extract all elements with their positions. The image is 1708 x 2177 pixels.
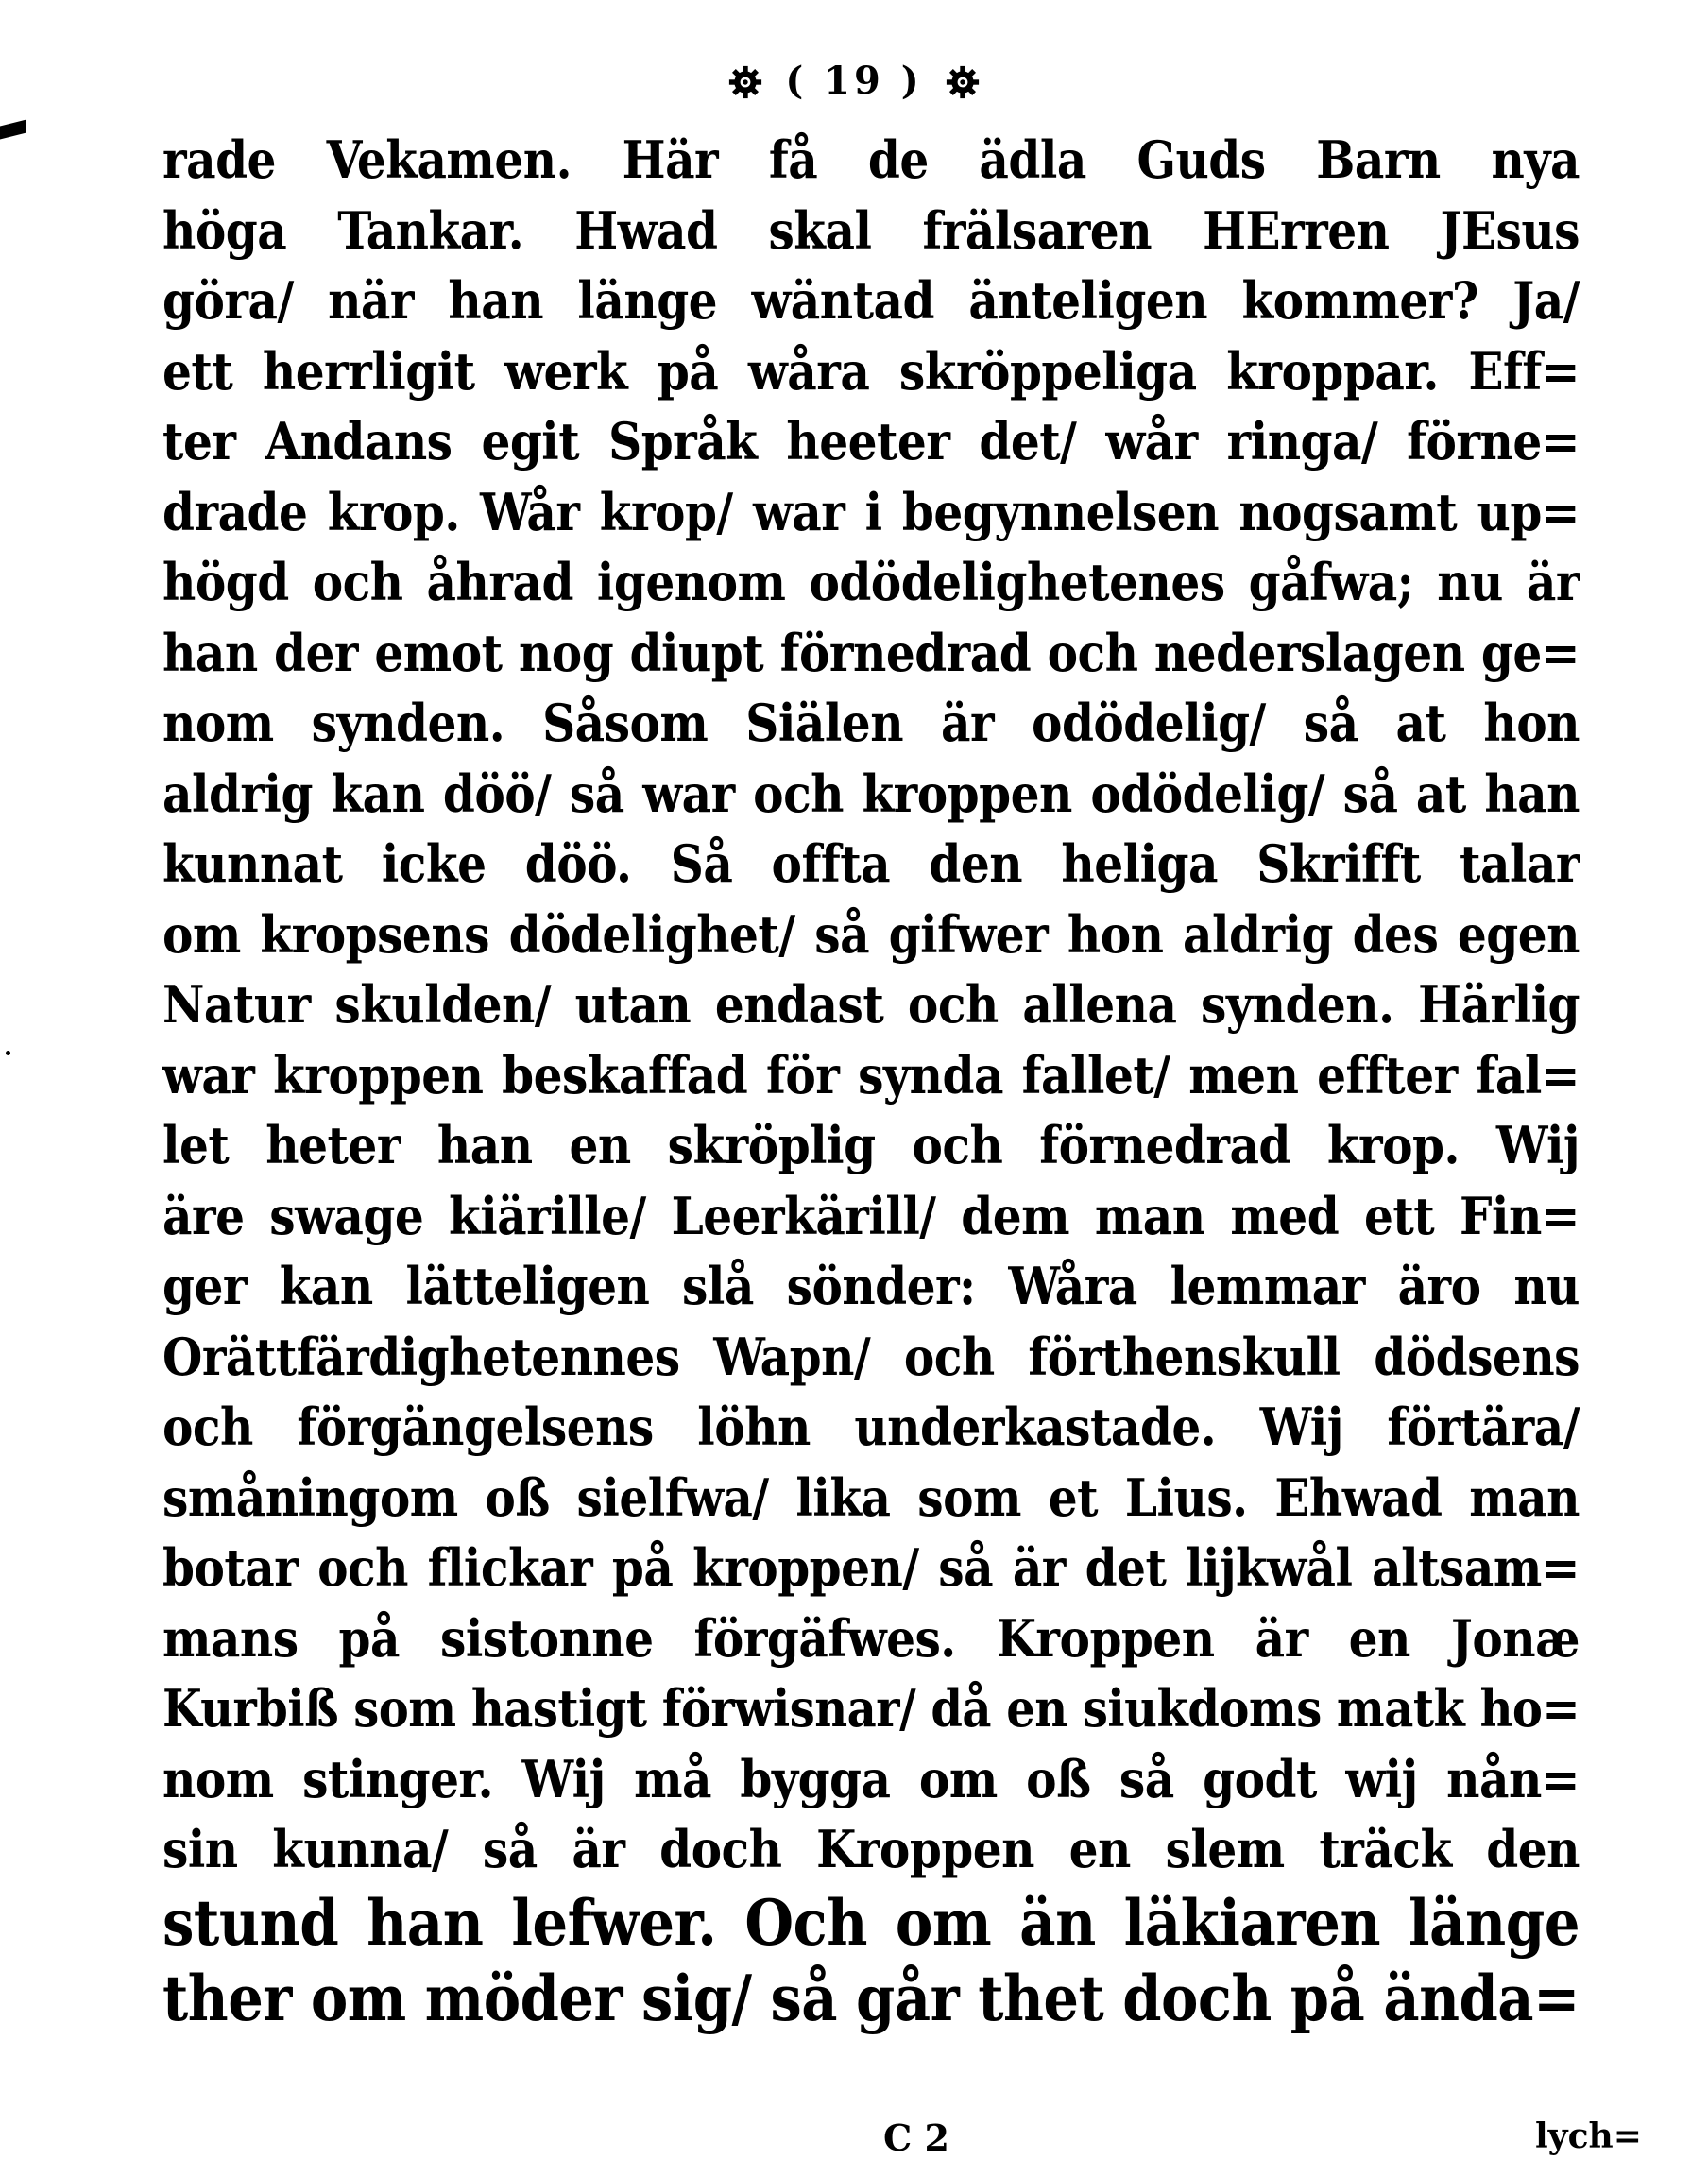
text-line: ger kan lätteligen slå sönder: Wåra lemmar äro nu xyxy=(162,1256,1580,1316)
text-line: war kroppen beskaffad för synda fallet/ men effter fal= xyxy=(162,1044,1580,1106)
catchword: lych= xyxy=(1535,2117,1642,2156)
signature-mark: C 2 xyxy=(883,2117,949,2159)
text-line: aldrig kan döö/ så war och kroppen odödelig/ så at han xyxy=(162,763,1580,824)
text-line: ett herrligit werk på wåra skröppeliga kroppar. Eff= xyxy=(162,340,1580,402)
page-footer xyxy=(0,2117,1708,2173)
page-number: ( 19 ) xyxy=(785,59,923,103)
scan-edge-artifact xyxy=(0,120,26,140)
text-line-large: stund han lefwer. Och om än läkiaren länge xyxy=(162,1885,1580,1960)
text-line: drade krop. Wår krop/ war i begynnelsen nogsamt up= xyxy=(162,481,1580,542)
text-line: ter Andans egit Språk heeter det/ wår ringa/ förne= xyxy=(162,411,1580,471)
text-line: sin kunna/ så är doch Kroppen en slem träck den xyxy=(162,1819,1580,1879)
text-line: Natur skulden/ utan endast och allena synden. Härlig xyxy=(162,974,1580,1035)
text-line: let heter han en skröplig och förnedrad krop. Wij xyxy=(162,1115,1580,1175)
text-line: mans på sistonne förgäfwes. Kroppen är en Jonæ xyxy=(162,1607,1580,1669)
text-line: botar och flickar på kroppen/ så är det lijkwål altsam= xyxy=(162,1537,1580,1598)
text-line: småningom oß sielfwa/ lika som et Lius. Ehwad man xyxy=(162,1466,1580,1528)
text-line: nom stinger. Wij må bygga om oß så godt wij nån= xyxy=(162,1748,1580,1809)
text-line: högd och åhrad igenom odödelighetenes gåfwa; nu är xyxy=(162,552,1580,612)
text-line: om kropsens dödelighet/ så gifwer hon aldrig des egen xyxy=(162,903,1580,965)
scan-edge-speck xyxy=(6,1051,10,1055)
text-line: kunnat icke döö. Så offta den heliga Skrifft talar xyxy=(162,833,1580,894)
text-line: äre swage kiärille/ Leerkärill/ dem man med ett Fin= xyxy=(162,1185,1580,1246)
text-line: Kurbiß som hastigt förwisnar/ då en siukdoms matk ho= xyxy=(162,1678,1580,1739)
gear-flower-ornament-icon xyxy=(946,65,980,99)
text-line: göra/ när han länge wäntad änteligen kommer? Ja/ xyxy=(162,270,1580,331)
text-line: och förgängelsens löhn underkastade. Wij förtära/ xyxy=(162,1397,1580,1457)
body-text xyxy=(162,125,1580,2036)
text-line: nom synden. Såsom Siälen är odödelig/ så at hon xyxy=(162,693,1580,753)
text-line: höga Tankar. Hwad skal frälsaren HErren JEsus xyxy=(162,199,1580,261)
page-header xyxy=(0,59,1708,103)
text-line-large: ther om möder sig/ så går thet doch på ända= xyxy=(162,1961,1580,2035)
text-line: han der emot nog diupt förnedrad och nederslagen ge= xyxy=(162,622,1580,683)
text-line: Orättfärdighetennes Wapn/ och förthenskull dödsens xyxy=(162,1326,1580,1387)
text-line: rade Vekamen. Här få de ädla Guds Barn nya xyxy=(162,129,1580,190)
gear-flower-ornament-icon xyxy=(728,65,762,99)
